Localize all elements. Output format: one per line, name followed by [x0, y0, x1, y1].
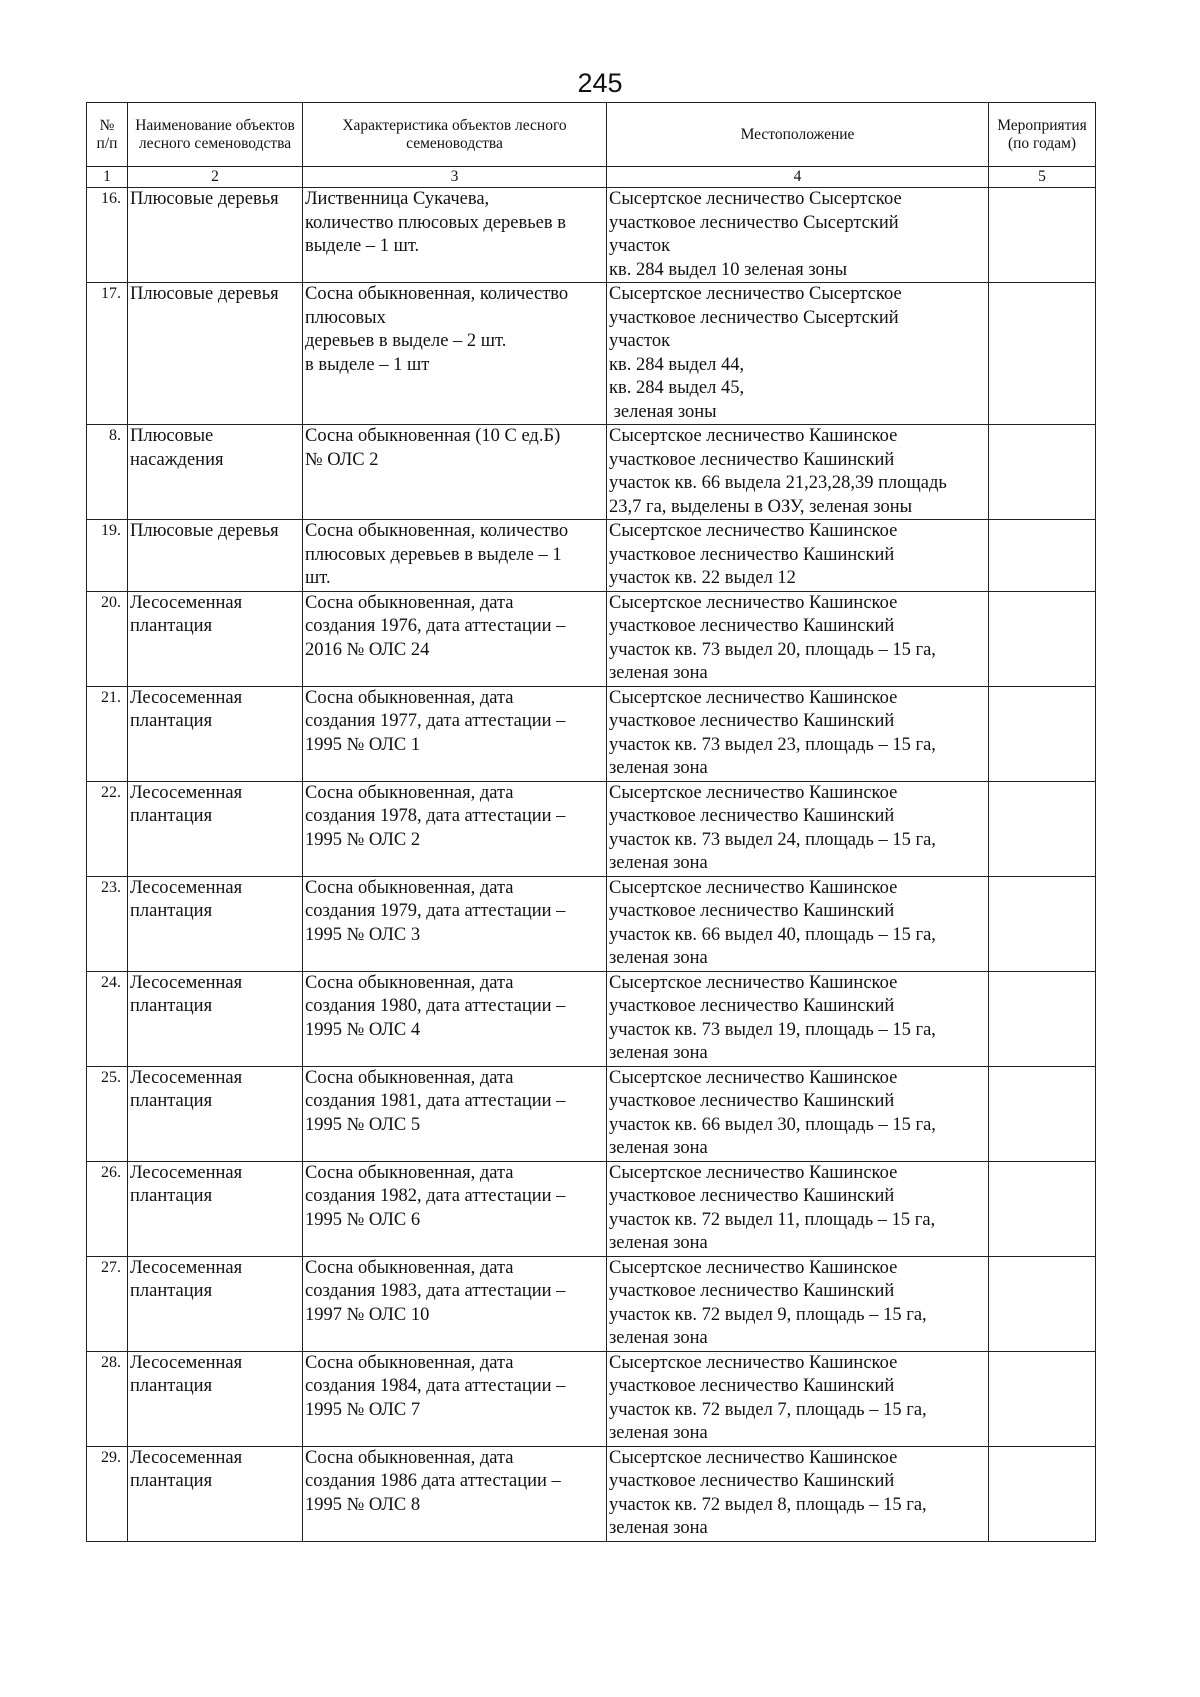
location-line: участковое лесничество Кашинский [609, 806, 895, 826]
object-characteristic [303, 1256, 607, 1351]
object-name: Лесосеменная плантация [128, 1161, 303, 1256]
header-characteristic: Характеристика объектов лесного семеноводства [303, 103, 607, 167]
location-line: Сысертское лесничество Кашинское [609, 1257, 898, 1278]
characteristic-line: 2016 № ОЛС 24 [305, 639, 430, 660]
object-name: Плюсовые деревья [128, 188, 303, 283]
location-line: участок кв. 66 выдел 30, площадь – 15 га, [609, 1114, 936, 1135]
characteristic-line: 1995 № ОЛС 1 [305, 734, 421, 755]
object-name: Лесосеменная плантация [128, 686, 303, 781]
column-number-row [87, 167, 1096, 188]
table-row [87, 1256, 1096, 1351]
location-line: зеленая зона [609, 1328, 708, 1348]
row-number: 24. [87, 971, 128, 1066]
row-number: 26. [87, 1161, 128, 1256]
object-name: Плюсовые деревья [128, 520, 303, 592]
location-line: участковое лесничество Сысертский [609, 212, 899, 233]
location-line: участковое лесничество Кашинский [609, 1471, 895, 1491]
object-location [607, 425, 989, 520]
characteristic-line: 1997 № ОЛС 10 [305, 1304, 430, 1325]
characteristic-line: создания 1980, дата аттестации – [305, 996, 566, 1016]
location-line: участковое лесничество Кашинский [609, 616, 895, 636]
table-row [87, 1161, 1096, 1256]
object-name: Лесосеменная плантация [128, 971, 303, 1066]
object-characteristic [303, 971, 607, 1066]
row-number: 25. [87, 1066, 128, 1161]
object-location [607, 520, 989, 592]
header-number: № п/п [87, 103, 128, 167]
location-line: Сысертское лесничество Кашинское [609, 1162, 898, 1183]
location-line: участок кв. 73 выдел 20, площадь – 15 га, [609, 639, 936, 660]
location-line: участковое лесничество Кашинский [609, 544, 895, 565]
characteristic-line: шт. [305, 568, 331, 588]
object-measures [989, 425, 1096, 520]
location-line: кв. 284 выдел 10 зеленая зоны [609, 259, 848, 280]
location-line: участок кв. 72 выдел 8, площадь – 15 га, [609, 1494, 927, 1515]
object-characteristic [303, 591, 607, 686]
location-line: участок кв. 73 выдел 23, площадь – 15 га, [609, 734, 936, 755]
table-row [87, 686, 1096, 781]
location-line: зеленая зона [609, 663, 708, 683]
row-number: 23. [87, 876, 128, 971]
location-line: Сысертское лесничество Кашинское [609, 1447, 898, 1468]
object-location [607, 1446, 989, 1541]
location-line: зеленая зона [609, 948, 708, 968]
characteristic-line: создания 1976, дата аттестации – [305, 616, 566, 636]
object-location [607, 781, 989, 876]
row-number: 21. [87, 686, 128, 781]
object-measures [989, 781, 1096, 876]
location-line: зеленая зоны [609, 401, 717, 422]
object-measures [989, 1351, 1096, 1446]
table-row [87, 283, 1096, 425]
location-line: 23,7 га, выделены в ОЗУ, зеленая зоны [609, 496, 913, 517]
characteristic-line: № ОЛС 2 [305, 449, 379, 470]
location-line: Сысертское лесничество Сысертское [609, 284, 902, 304]
header-object-name: Наименование объектов лесного семеноводства [128, 103, 303, 167]
object-characteristic [303, 188, 607, 283]
object-name: Плюсовые деревья [128, 283, 303, 425]
object-characteristic [303, 283, 607, 425]
location-line: участковое лесничество Кашинский [609, 901, 895, 921]
table-row [87, 1351, 1096, 1446]
table-body [87, 188, 1096, 1542]
characteristic-line: Сосна обыкновенная, количество [305, 284, 569, 304]
characteristic-line: Сосна обыкновенная, дата [305, 1352, 514, 1373]
location-line: зеленая зона [609, 1043, 708, 1063]
table-row [87, 591, 1096, 686]
location-line: Сысертское лесничество Кашинское [609, 1352, 898, 1373]
location-line: участок кв. 66 выдел 40, площадь – 15 га, [609, 924, 936, 945]
location-line: Сысертское лесничество Кашинское [609, 972, 898, 993]
table-row [87, 781, 1096, 876]
location-line: Сысертское лесничество Кашинское [609, 1067, 898, 1088]
row-number: 19. [87, 520, 128, 592]
object-measures [989, 591, 1096, 686]
location-line: зеленая зона [609, 853, 708, 873]
object-location [607, 686, 989, 781]
location-line: участок кв. 72 выдел 7, площадь – 15 га, [609, 1399, 927, 1420]
object-measures [989, 188, 1096, 283]
object-location [607, 283, 989, 425]
characteristic-line: создания 1979, дата аттестации – [305, 901, 566, 921]
object-characteristic [303, 781, 607, 876]
table-header-row [87, 103, 1096, 167]
table-row [87, 1066, 1096, 1161]
characteristic-line: Сосна обыкновенная, количество [305, 521, 569, 541]
location-line: участок кв. 22 выдел 12 [609, 568, 796, 588]
row-number: 27. [87, 1256, 128, 1351]
column-number: 3 [303, 167, 607, 188]
location-line: участок кв. 73 выдел 24, площадь – 15 га, [609, 829, 936, 850]
characteristic-line: деревьев в выделе – 2 шт. [305, 331, 507, 351]
table-row [87, 876, 1096, 971]
characteristic-line: выделе – 1 шт. [305, 236, 420, 256]
characteristic-line: создания 1982, дата аттестации – [305, 1186, 566, 1206]
characteristic-line: 1995 № ОЛС 4 [305, 1019, 421, 1040]
object-measures [989, 1446, 1096, 1541]
object-characteristic [303, 425, 607, 520]
characteristic-line: создания 1981, дата аттестации – [305, 1091, 566, 1111]
characteristic-line: Сосна обыкновенная, дата [305, 592, 514, 613]
object-name: Лесосеменная плантация [128, 781, 303, 876]
location-line: участок кв. 73 выдел 19, площадь – 15 га, [609, 1019, 936, 1040]
characteristic-line: 1995 № ОЛС 6 [305, 1209, 421, 1230]
row-number: 28. [87, 1351, 128, 1446]
table-row [87, 188, 1096, 283]
column-number: 2 [128, 167, 303, 188]
location-line: Сысертское лесничество Кашинское [609, 687, 898, 708]
object-name: Лесосеменная плантация [128, 1256, 303, 1351]
object-name: Плюсовые насаждения [128, 425, 303, 520]
object-measures [989, 520, 1096, 592]
location-line: участок [609, 331, 671, 351]
object-characteristic [303, 1351, 607, 1446]
object-measures [989, 1161, 1096, 1256]
location-line: Сысертское лесничество Кашинское [609, 782, 898, 803]
location-line: участок кв. 66 выдела 21,23,28,39 площадь [609, 473, 947, 493]
object-measures [989, 971, 1096, 1066]
object-name: Лесосеменная плантация [128, 1066, 303, 1161]
column-number: 1 [87, 167, 128, 188]
object-location [607, 876, 989, 971]
characteristic-line: Сосна обыкновенная, дата [305, 1162, 514, 1183]
object-location [607, 1256, 989, 1351]
row-number: 17. [87, 283, 128, 425]
location-line: кв. 284 выдел 44, [609, 354, 745, 375]
table-row [87, 425, 1096, 520]
characteristic-line: Сосна обыкновенная, дата [305, 782, 514, 803]
characteristic-line: 1995 № ОЛС 5 [305, 1114, 421, 1135]
location-line: зеленая зона [609, 1138, 708, 1158]
object-location [607, 591, 989, 686]
row-number: 20. [87, 591, 128, 686]
object-name: Лесосеменная плантация [128, 876, 303, 971]
characteristic-line: Сосна обыкновенная, дата [305, 972, 514, 993]
column-number: 4 [607, 167, 989, 188]
object-characteristic [303, 520, 607, 592]
object-measures [989, 1256, 1096, 1351]
object-characteristic [303, 876, 607, 971]
row-number: 22. [87, 781, 128, 876]
location-line: участковое лесничество Кашинский [609, 1091, 895, 1111]
characteristic-line: Сосна обыкновенная, дата [305, 1447, 514, 1468]
object-characteristic [303, 1161, 607, 1256]
characteristic-line: создания 1977, дата аттестации – [305, 711, 566, 731]
characteristic-line: Сосна обыкновенная, дата [305, 687, 514, 708]
characteristic-line: создания 1984, дата аттестации – [305, 1376, 566, 1396]
location-line: участок кв. 72 выдел 11, площадь – 15 га, [609, 1209, 936, 1230]
header-measures: Мероприятия (по годам) [989, 103, 1096, 167]
object-measures [989, 1066, 1096, 1161]
location-line: Сысертское лесничество Кашинское [609, 426, 898, 446]
row-number: 29. [87, 1446, 128, 1541]
location-line: участок [609, 236, 671, 256]
location-line: Сысертское лесничество Кашинское [609, 592, 898, 613]
column-number: 5 [989, 167, 1096, 188]
location-line: зеленая зона [609, 1233, 708, 1253]
header-location: Местоположение [607, 103, 989, 167]
characteristic-line: 1995 № ОЛС 2 [305, 829, 421, 850]
characteristic-line: 1995 № ОЛС 7 [305, 1399, 421, 1420]
location-line: участковое лесничество Кашинский [609, 1376, 895, 1396]
location-line: участковое лесничество Кашинский [609, 711, 895, 731]
location-line: Сысертское лесничество Кашинское [609, 877, 898, 898]
characteristic-line: Лиственница Сукачева, [305, 189, 490, 209]
object-name: Лесосеменная плантация [128, 1351, 303, 1446]
characteristic-line: Сосна обыкновенная, дата [305, 877, 514, 898]
location-line: участковое лесничество Кашинский [609, 1186, 895, 1206]
object-location [607, 971, 989, 1066]
location-line: участковое лесничество Кашинский [609, 449, 895, 470]
location-line: зеленая зона [609, 1423, 708, 1443]
location-line: Сысертское лесничество Кашинское [609, 521, 898, 541]
object-measures [989, 876, 1096, 971]
table-row [87, 520, 1096, 592]
location-line: участковое лесничество Сысертский [609, 307, 899, 328]
characteristic-line: создания 1983, дата аттестации – [305, 1281, 566, 1301]
seed-objects-table [86, 102, 1096, 1542]
location-line: кв. 284 выдел 45, [609, 378, 745, 398]
object-characteristic [303, 1446, 607, 1541]
location-line: зеленая зона [609, 1518, 708, 1538]
location-line: участковое лесничество Кашинский [609, 1281, 895, 1301]
object-location [607, 188, 989, 283]
table-row [87, 1446, 1096, 1541]
object-location [607, 1161, 989, 1256]
row-number: 16. [87, 188, 128, 283]
characteristic-line: создания 1978, дата аттестации – [305, 806, 566, 826]
location-line: зеленая зона [609, 758, 708, 778]
row-number: 8. [87, 425, 128, 520]
object-measures [989, 283, 1096, 425]
location-line: Сысертское лесничество Сысертское [609, 189, 902, 209]
object-location [607, 1066, 989, 1161]
object-characteristic [303, 1066, 607, 1161]
object-name: Лесосеменная плантация [128, 1446, 303, 1541]
location-line: участковое лесничество Кашинский [609, 996, 895, 1016]
object-measures [989, 686, 1096, 781]
characteristic-line: в выделе – 1 шт [305, 354, 430, 375]
characteristic-line: плюсовых [305, 307, 386, 328]
characteristic-line: Сосна обыкновенная, дата [305, 1067, 514, 1088]
characteristic-line: плюсовых деревьев в выделе – 1 [305, 544, 562, 565]
object-name: Лесосеменная плантация [128, 591, 303, 686]
characteristic-line: количество плюсовых деревьев в [305, 212, 566, 233]
characteristic-line: Сосна обыкновенная (10 С ед.Б) [305, 426, 561, 446]
table-row [87, 971, 1096, 1066]
location-line: участок кв. 72 выдел 9, площадь – 15 га, [609, 1304, 927, 1325]
characteristic-line: создания 1986 дата аттестации – [305, 1471, 561, 1491]
object-location [607, 1351, 989, 1446]
characteristic-line: Сосна обыкновенная, дата [305, 1257, 514, 1278]
page-number: 245 [577, 68, 623, 98]
object-characteristic [303, 686, 607, 781]
characteristic-line: 1995 № ОЛС 8 [305, 1494, 421, 1515]
characteristic-line: 1995 № ОЛС 3 [305, 924, 421, 945]
